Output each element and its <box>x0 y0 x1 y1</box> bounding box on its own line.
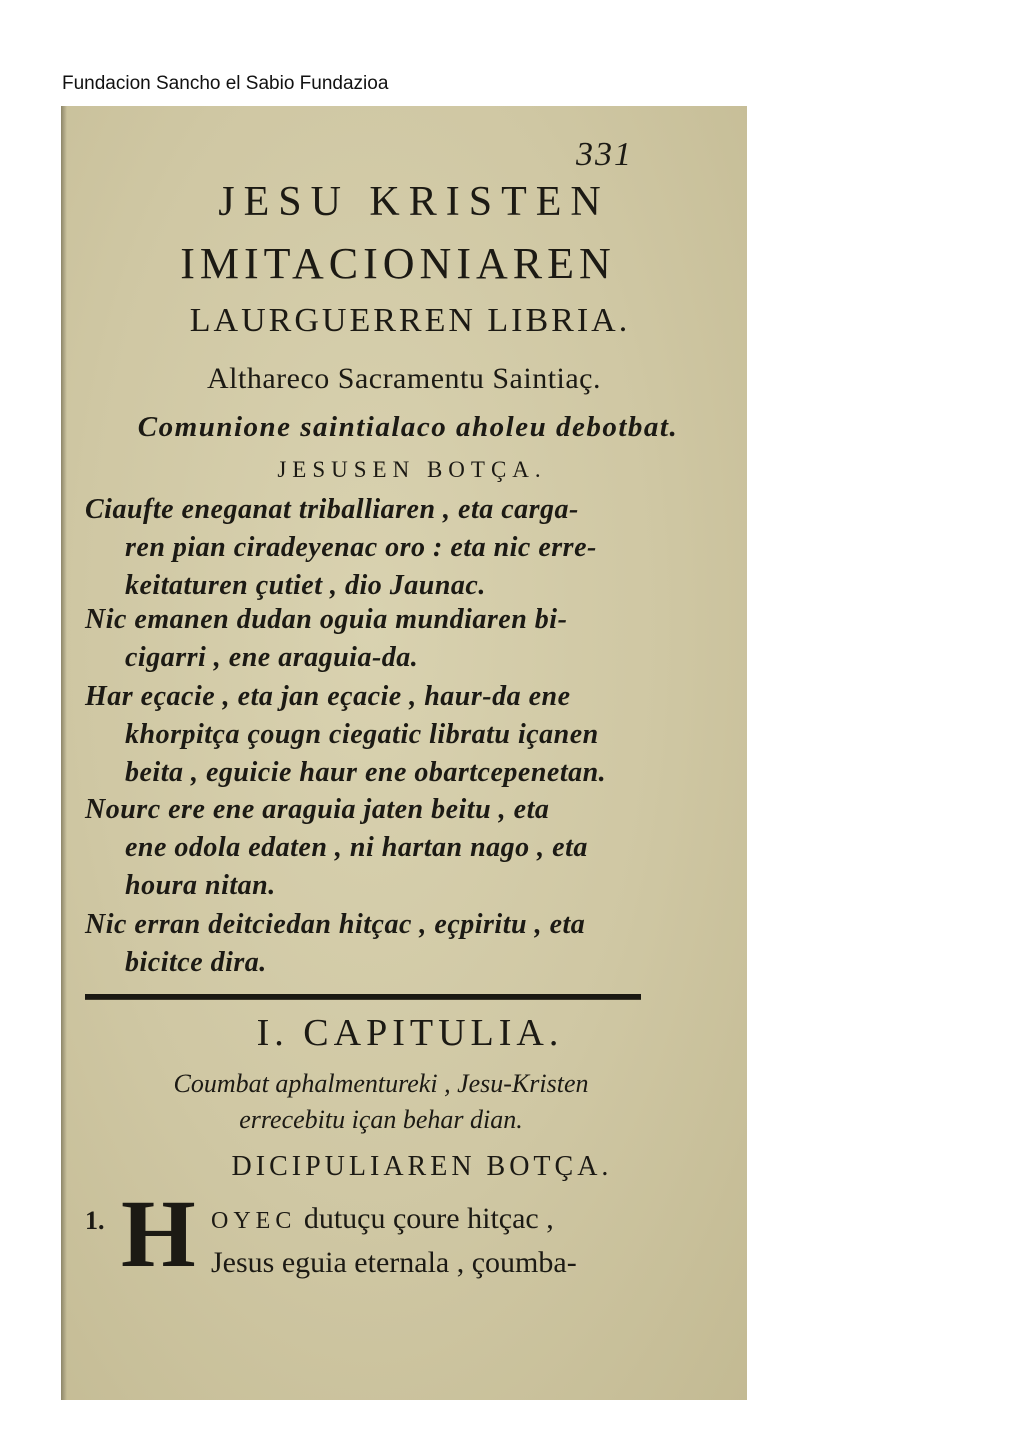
title-line-2: IMITACIONIAREN <box>180 239 616 288</box>
paragraph-number: 1. <box>85 1206 105 1235</box>
verse-block <box>85 601 685 677</box>
disciple-voice-heading: DICIPULIAREN BOTÇA. <box>231 1151 613 1182</box>
verse-line: Nic erran deitciedan hitçac , eçpiritu , eta <box>85 909 586 940</box>
verse-line: beita , eguicie haur ene obartcepenetan. <box>125 757 607 788</box>
voice-heading: JESUSEN BOTÇA. <box>277 457 547 482</box>
verse-line: Ciaufte eneganat triballiaren , eta carga- <box>85 494 579 525</box>
page-number: 331 <box>576 136 633 173</box>
verse-block <box>85 491 685 605</box>
paragraph-text <box>211 1198 671 1284</box>
verse-line: keitaturen çutiet , dio Jaunac. <box>125 570 486 601</box>
verse-line: bicitce dira. <box>125 947 267 978</box>
verse-line: ren pian ciradeyenac oro : eta nic erre- <box>125 532 597 563</box>
verse-block <box>85 791 685 905</box>
verse-block <box>85 906 685 982</box>
section-divider <box>85 994 641 1000</box>
paragraph-line: Jesus eguia eternala , çoumba- <box>211 1246 577 1279</box>
intro-heading: Comunione saintialaco aholeu debotbat. <box>137 411 679 443</box>
verse-line: Har eçacie , eta jan eçacie , haur-da ene <box>85 681 571 712</box>
chapter-summary <box>101 1066 661 1138</box>
verse-line: houra nitan. <box>125 870 276 901</box>
chapter-heading: I. CAPITULIA. <box>256 1012 564 1054</box>
paragraph-line <box>211 1198 671 1242</box>
paragraph-line-rest: dutuçu çoure hitçac , <box>303 1202 554 1235</box>
archive-header-label: Fundacion Sancho el Sabio Fundazioa <box>62 73 389 94</box>
title-line-3: LAURGUERREN LIBRIA. <box>189 302 631 339</box>
verse-line: cigarri , ene araguia-da. <box>125 642 419 673</box>
page-subtitle: Althareco Sacramentu Saintiaç. <box>206 362 601 395</box>
drop-cap-letter: H <box>121 1180 196 1287</box>
verse-line: Nourc ere ene araguia jaten beitu , eta <box>85 794 550 825</box>
summary-line: errecebitu içan behar dian. <box>239 1105 523 1134</box>
summary-line: Coumbat aphalmentureki , Jesu-Kristen <box>173 1069 589 1098</box>
verse-line: Nic emanen dudan oguia mundiaren bi- <box>85 604 568 635</box>
verse-line: khorpitça çougn ciegatic libratu içanen <box>125 719 599 750</box>
verse-line: ene odola edaten , ni hartan nago , eta <box>125 832 588 863</box>
scanned-book-page <box>61 106 747 1400</box>
verse-block <box>85 678 685 792</box>
title-line-1: JESU KRISTEN <box>218 179 610 225</box>
small-caps-lead: OYEC <box>211 1208 297 1234</box>
